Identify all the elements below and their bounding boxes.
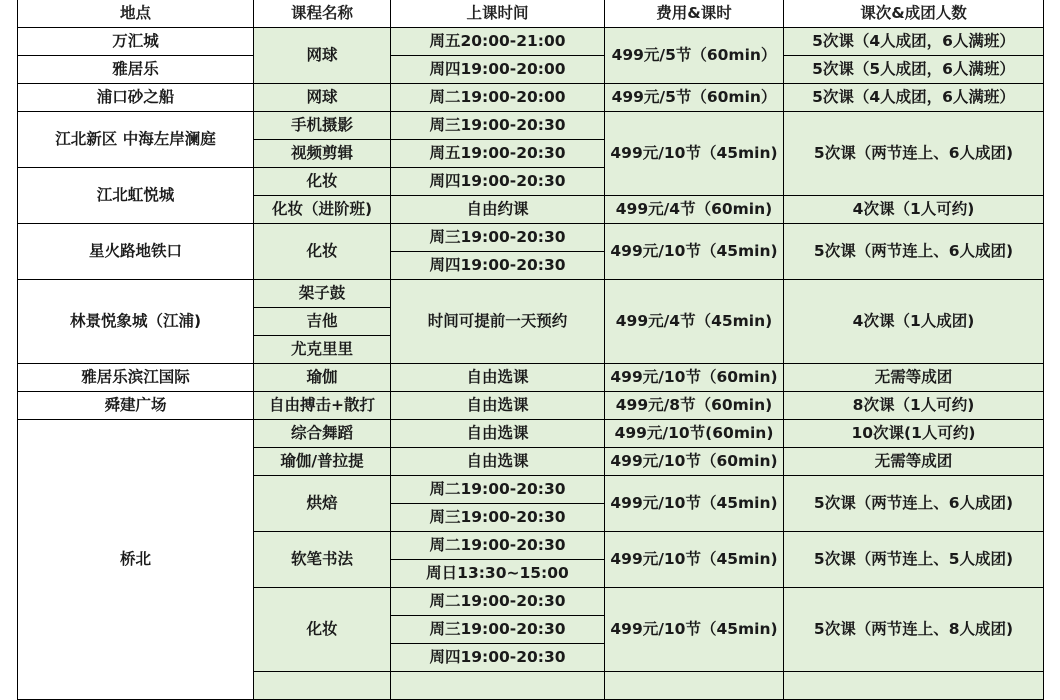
fee-cell[interactable]: 499元/10节（45min) bbox=[605, 112, 784, 196]
time-cell[interactable]: 周二19:00-20:30 bbox=[391, 476, 605, 504]
time-cell[interactable]: 周二19:00-20:30 bbox=[391, 532, 605, 560]
time-cell[interactable]: 自由选课 bbox=[391, 364, 605, 392]
time-cell[interactable]: 周五19:00-20:30 bbox=[391, 140, 605, 168]
location-cell[interactable]: 雅居乐 bbox=[18, 56, 254, 84]
time-cell[interactable]: 周四19:00-20:30 bbox=[391, 644, 605, 672]
count-cell[interactable]: 4次课（1人成团) bbox=[784, 280, 1044, 364]
location-cell[interactable]: 林景悦象城（江浦) bbox=[18, 280, 254, 364]
fee-cell[interactable]: 499元/10节（60min) bbox=[605, 364, 784, 392]
fee-cell[interactable]: 499元/4节（45min) bbox=[605, 280, 784, 364]
count-cell[interactable]: 4次课（1人可约) bbox=[784, 196, 1044, 224]
count-cell[interactable]: 5次课（两节连上、6人成团) bbox=[784, 224, 1044, 280]
location-cell[interactable]: 桥北 bbox=[18, 420, 254, 700]
course-cell[interactable]: 吉他 bbox=[254, 308, 391, 336]
time-cell[interactable]: 周三19:00-20:30 bbox=[391, 616, 605, 644]
fee-cell[interactable]: 499元/5节（60min） bbox=[605, 84, 784, 112]
course-cell[interactable]: 网球 bbox=[254, 84, 391, 112]
course-cell[interactable]: 化妆 bbox=[254, 168, 391, 196]
course-cell[interactable]: 软笔书法 bbox=[254, 532, 391, 588]
fee-cell[interactable]: 499元/8节（60min) bbox=[605, 392, 784, 420]
time-cell[interactable]: 周三19:00-20:30 bbox=[391, 224, 605, 252]
count-cell[interactable]: 无需等成团 bbox=[784, 364, 1044, 392]
fee-cell[interactable]: 499元/10节(60min) bbox=[605, 420, 784, 448]
time-cell[interactable]: 周日13:30~15:00 bbox=[391, 560, 605, 588]
time-cell[interactable]: 自由选课 bbox=[391, 448, 605, 476]
time-cell[interactable] bbox=[391, 672, 605, 700]
course-cell[interactable]: 网球 bbox=[254, 28, 391, 84]
location-cell[interactable]: 雅居乐滨江国际 bbox=[18, 364, 254, 392]
header-count[interactable]: 课次&成团人数 bbox=[784, 0, 1044, 28]
fee-cell[interactable]: 499元/5节（60min） bbox=[605, 28, 784, 84]
count-cell[interactable]: 5次课（两节连上、8人成团) bbox=[784, 588, 1044, 672]
course-cell[interactable]: 化妆（进阶班) bbox=[254, 196, 391, 224]
course-cell[interactable]: 烘焙 bbox=[254, 476, 391, 532]
time-cell[interactable]: 周三19:00-20:30 bbox=[391, 504, 605, 532]
fee-cell[interactable]: 499元/10节（45min) bbox=[605, 588, 784, 672]
header-time[interactable]: 上课时间 bbox=[391, 0, 605, 28]
count-cell[interactable]: 8次课（1人可约) bbox=[784, 392, 1044, 420]
time-cell[interactable]: 周四19:00-20:30 bbox=[391, 168, 605, 196]
fee-cell[interactable] bbox=[605, 672, 784, 700]
count-cell[interactable] bbox=[784, 672, 1044, 700]
course-schedule-table bbox=[17, 0, 1044, 700]
course-cell[interactable]: 架子鼓 bbox=[254, 280, 391, 308]
count-cell[interactable]: 10次课(1人可约) bbox=[784, 420, 1044, 448]
time-cell[interactable]: 自由约课 bbox=[391, 196, 605, 224]
course-cell[interactable]: 化妆 bbox=[254, 588, 391, 672]
location-cell[interactable]: 舜建广场 bbox=[18, 392, 254, 420]
course-cell[interactable]: 瑜伽 bbox=[254, 364, 391, 392]
location-cell[interactable]: 江北虹悦城 bbox=[18, 168, 254, 224]
course-cell[interactable]: 视频剪辑 bbox=[254, 140, 391, 168]
time-cell[interactable]: 周四19:00-20:30 bbox=[391, 252, 605, 280]
count-cell[interactable]: 5次课（两节连上、6人成团) bbox=[784, 476, 1044, 532]
table-row bbox=[18, 420, 1044, 448]
course-cell[interactable]: 综合舞蹈 bbox=[254, 420, 391, 448]
table-row bbox=[18, 84, 1044, 112]
table-row bbox=[18, 28, 1044, 56]
fee-cell[interactable]: 499元/10节（45min) bbox=[605, 224, 784, 280]
course-cell[interactable] bbox=[254, 672, 391, 700]
header-course[interactable]: 课程名称 bbox=[254, 0, 391, 28]
count-cell[interactable]: 5次课（两节连上、6人成团) bbox=[784, 112, 1044, 196]
table-row bbox=[18, 112, 1044, 140]
time-cell[interactable]: 周二19:00-20:00 bbox=[391, 84, 605, 112]
count-cell[interactable]: 5次课（4人成团，6人满班） bbox=[784, 28, 1044, 56]
table-row bbox=[18, 56, 1044, 84]
location-cell[interactable]: 江北新区 中海左岸澜庭 bbox=[18, 112, 254, 168]
location-cell[interactable]: 万汇城 bbox=[18, 28, 254, 56]
table-row bbox=[18, 392, 1044, 420]
time-cell[interactable]: 自由选课 bbox=[391, 392, 605, 420]
course-cell[interactable]: 自由搏击+散打 bbox=[254, 392, 391, 420]
time-cell[interactable]: 周五20:00-21:00 bbox=[391, 28, 605, 56]
header-row bbox=[18, 0, 1044, 28]
time-cell[interactable]: 周二19:00-20:30 bbox=[391, 588, 605, 616]
table-row bbox=[18, 280, 1044, 308]
table-row bbox=[18, 224, 1044, 252]
course-cell[interactable]: 手机摄影 bbox=[254, 112, 391, 140]
time-cell[interactable]: 周三19:00-20:30 bbox=[391, 112, 605, 140]
count-cell[interactable]: 5次课（两节连上、5人成团) bbox=[784, 532, 1044, 588]
fee-cell[interactable]: 499元/4节（60min) bbox=[605, 196, 784, 224]
location-cell[interactable]: 浦口砂之船 bbox=[18, 84, 254, 112]
time-cell[interactable]: 自由选课 bbox=[391, 420, 605, 448]
count-cell[interactable]: 5次课（5人成团，6人满班） bbox=[784, 56, 1044, 84]
time-cell[interactable]: 时间可提前一天预约 bbox=[391, 280, 605, 364]
course-cell[interactable]: 化妆 bbox=[254, 224, 391, 280]
course-cell[interactable]: 尤克里里 bbox=[254, 336, 391, 364]
count-cell[interactable]: 5次课（4人成团，6人满班） bbox=[784, 84, 1044, 112]
fee-cell[interactable]: 499元/10节（60min) bbox=[605, 448, 784, 476]
table-row bbox=[18, 364, 1044, 392]
count-cell[interactable]: 无需等成团 bbox=[784, 448, 1044, 476]
location-cell[interactable]: 星火路地铁口 bbox=[18, 224, 254, 280]
header-fee[interactable]: 费用&课时 bbox=[605, 0, 784, 28]
time-cell[interactable]: 周四19:00-20:00 bbox=[391, 56, 605, 84]
course-cell[interactable]: 瑜伽/普拉提 bbox=[254, 448, 391, 476]
fee-cell[interactable]: 499元/10节（45min) bbox=[605, 532, 784, 588]
header-location[interactable]: 地点 bbox=[18, 0, 254, 28]
fee-cell[interactable]: 499元/10节（45min) bbox=[605, 476, 784, 532]
